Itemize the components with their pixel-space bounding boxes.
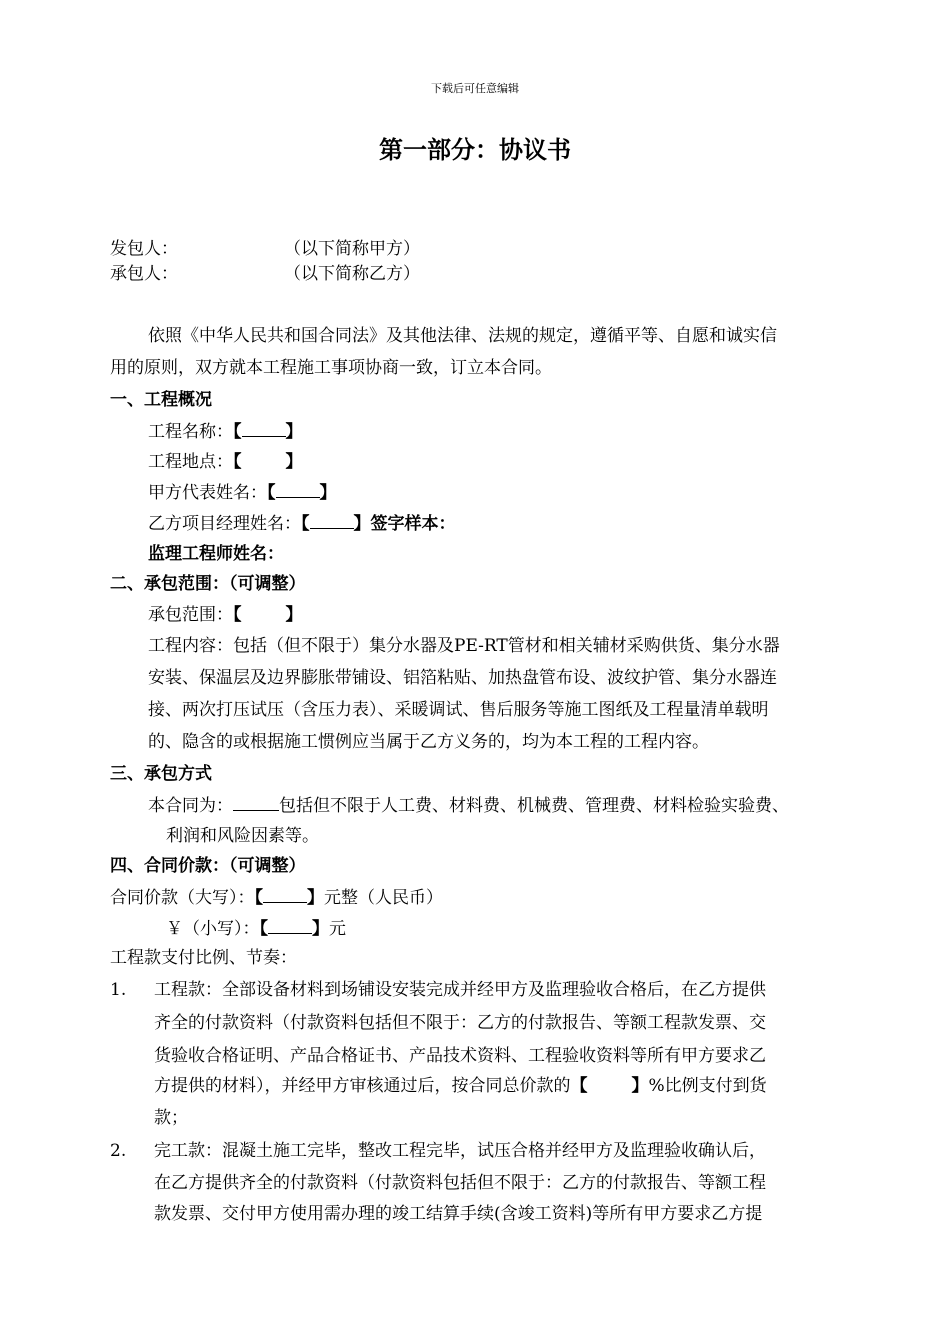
amount-upper-blank[interactable]	[263, 886, 307, 903]
list-item-line: 完工款：混凝土施工完毕，整改工程完毕，试压合格并经甲方及监理验收确认后，	[154, 1141, 766, 1161]
employer-rep-blank[interactable]	[276, 481, 320, 498]
contractor-label: 承包人：	[110, 264, 178, 284]
amount-lower-blank[interactable]	[268, 917, 312, 934]
project-name-blank[interactable]	[242, 420, 286, 437]
employer-rep-label: 甲方代表姓名：	[148, 483, 267, 503]
list-item-text: %比例支付到货	[648, 1076, 767, 1096]
content-line: 接、两次打压试压（含压力表）、采暖调试、售后服务等施工图纸及工程量清单载明	[148, 700, 769, 720]
section1-heading: 一、工程概况	[110, 390, 212, 410]
contract-type-line-2: 利润和风险因素等。	[166, 826, 319, 846]
pm-row: 乙方项目经理姓名：【 】签字样本：	[148, 514, 456, 534]
employer-label: 发包人：	[110, 239, 178, 259]
amount-upper-row: 合同价款（大写）：【 】元整（人民币）	[110, 888, 443, 908]
list-item-number: 1.	[110, 980, 127, 1000]
contract-type-prefix: 本合同为：	[148, 796, 233, 816]
list-item-line: 款；	[154, 1108, 188, 1128]
scope-row: 承包范围：【 】	[148, 605, 303, 625]
amount-lower-suffix: 元	[329, 919, 346, 939]
content-line: 安装、保温层及边界膨胀带铺设、铝箔粘贴、加热盘管布设、波纹护管、集分水器连	[148, 668, 777, 688]
contractor-note: （以下简称乙方）	[284, 264, 420, 284]
employer-rep-row: 甲方代表姓名：【 】	[148, 483, 337, 503]
project-name-label: 工程名称：	[148, 422, 233, 442]
employer-note: （以下简称甲方）	[284, 239, 420, 259]
project-site-label: 工程地点：	[148, 452, 233, 472]
supervisor-label: 监理工程师姓名：	[148, 544, 284, 564]
section4-heading: 四、合同价款：（可调整）	[110, 856, 306, 876]
intro-line-1: 依照《中华人民共和国合同法》及其他法律、法规的规定，遵循平等、自愿和诚实信	[148, 326, 777, 346]
page-title: 第一部分：协议书	[379, 135, 571, 164]
list-item-number: 2.	[110, 1141, 127, 1161]
contract-type-suffix: 包括但不限于人工费、材料费、机械费、管理费、材料检验实验费、	[279, 796, 789, 816]
list-item-line: 款发票、交付甲方使用需办理的竣工结算手续(含竣工资料)等所有甲方要求乙方提	[154, 1204, 763, 1224]
amount-lower-row: ￥（小写）：【 】元	[166, 919, 346, 939]
project-site-row: 工程地点：【 】	[148, 452, 303, 472]
signature-label: 签字样本：	[370, 514, 456, 534]
section3-heading: 三、承包方式	[110, 764, 212, 784]
content-line: 工程内容：包括（但不限于）集分水器及PE-RT管材和相关辅材采购供货、集分水器	[148, 636, 780, 656]
list-item-line: 在乙方提供齐全的付款资料（付款资料包括但不限于：乙方的付款报告、等额工程	[154, 1173, 766, 1193]
pm-blank[interactable]	[310, 512, 354, 529]
pm-label: 乙方项目经理姓名：	[148, 514, 301, 534]
amount-lower-label: ￥（小写）：	[166, 919, 260, 939]
list-item-text: 方提供的材料），并经甲方审核通过后，按合同总价款的	[154, 1076, 571, 1096]
contract-type-blank[interactable]	[233, 794, 279, 811]
payment-intro: 工程款支付比例、节奏：	[110, 948, 297, 968]
project-name-row: 工程名称：【 】	[148, 422, 303, 442]
section2-heading: 二、承包范围：（可调整）	[110, 574, 306, 594]
intro-line-2: 用的原则，双方就本工程施工事项协商一致，订立本合同。	[110, 358, 552, 378]
list-item-line: 齐全的付款资料（付款资料包括但不限于：乙方的付款报告、等额工程款发票、交	[154, 1013, 766, 1033]
contract-type-row	[148, 794, 789, 817]
amount-upper-suffix: 元整（人民币）	[324, 888, 443, 908]
list-item-line: 方提供的材料），并经甲方审核通过后，按合同总价款的【 】%比例支付到货	[154, 1076, 767, 1096]
list-item-line: 货验收合格证明、产品合格证书、产品技术资料、工程验收资料等所有甲方要求乙	[154, 1046, 766, 1066]
scope-label: 承包范围：	[148, 605, 233, 625]
amount-upper-label: 合同价款（大写）：	[110, 888, 255, 908]
content-line: 的、隐含的或根据施工惯例应当属于乙方义务的，均为本工程的工程内容。	[148, 732, 709, 752]
header-note: 下载后可任意编辑	[431, 82, 519, 95]
list-item-line: 工程款：全部设备材料到场铺设安装完成并经甲方及监理验收合格后，在乙方提供	[154, 980, 766, 1000]
